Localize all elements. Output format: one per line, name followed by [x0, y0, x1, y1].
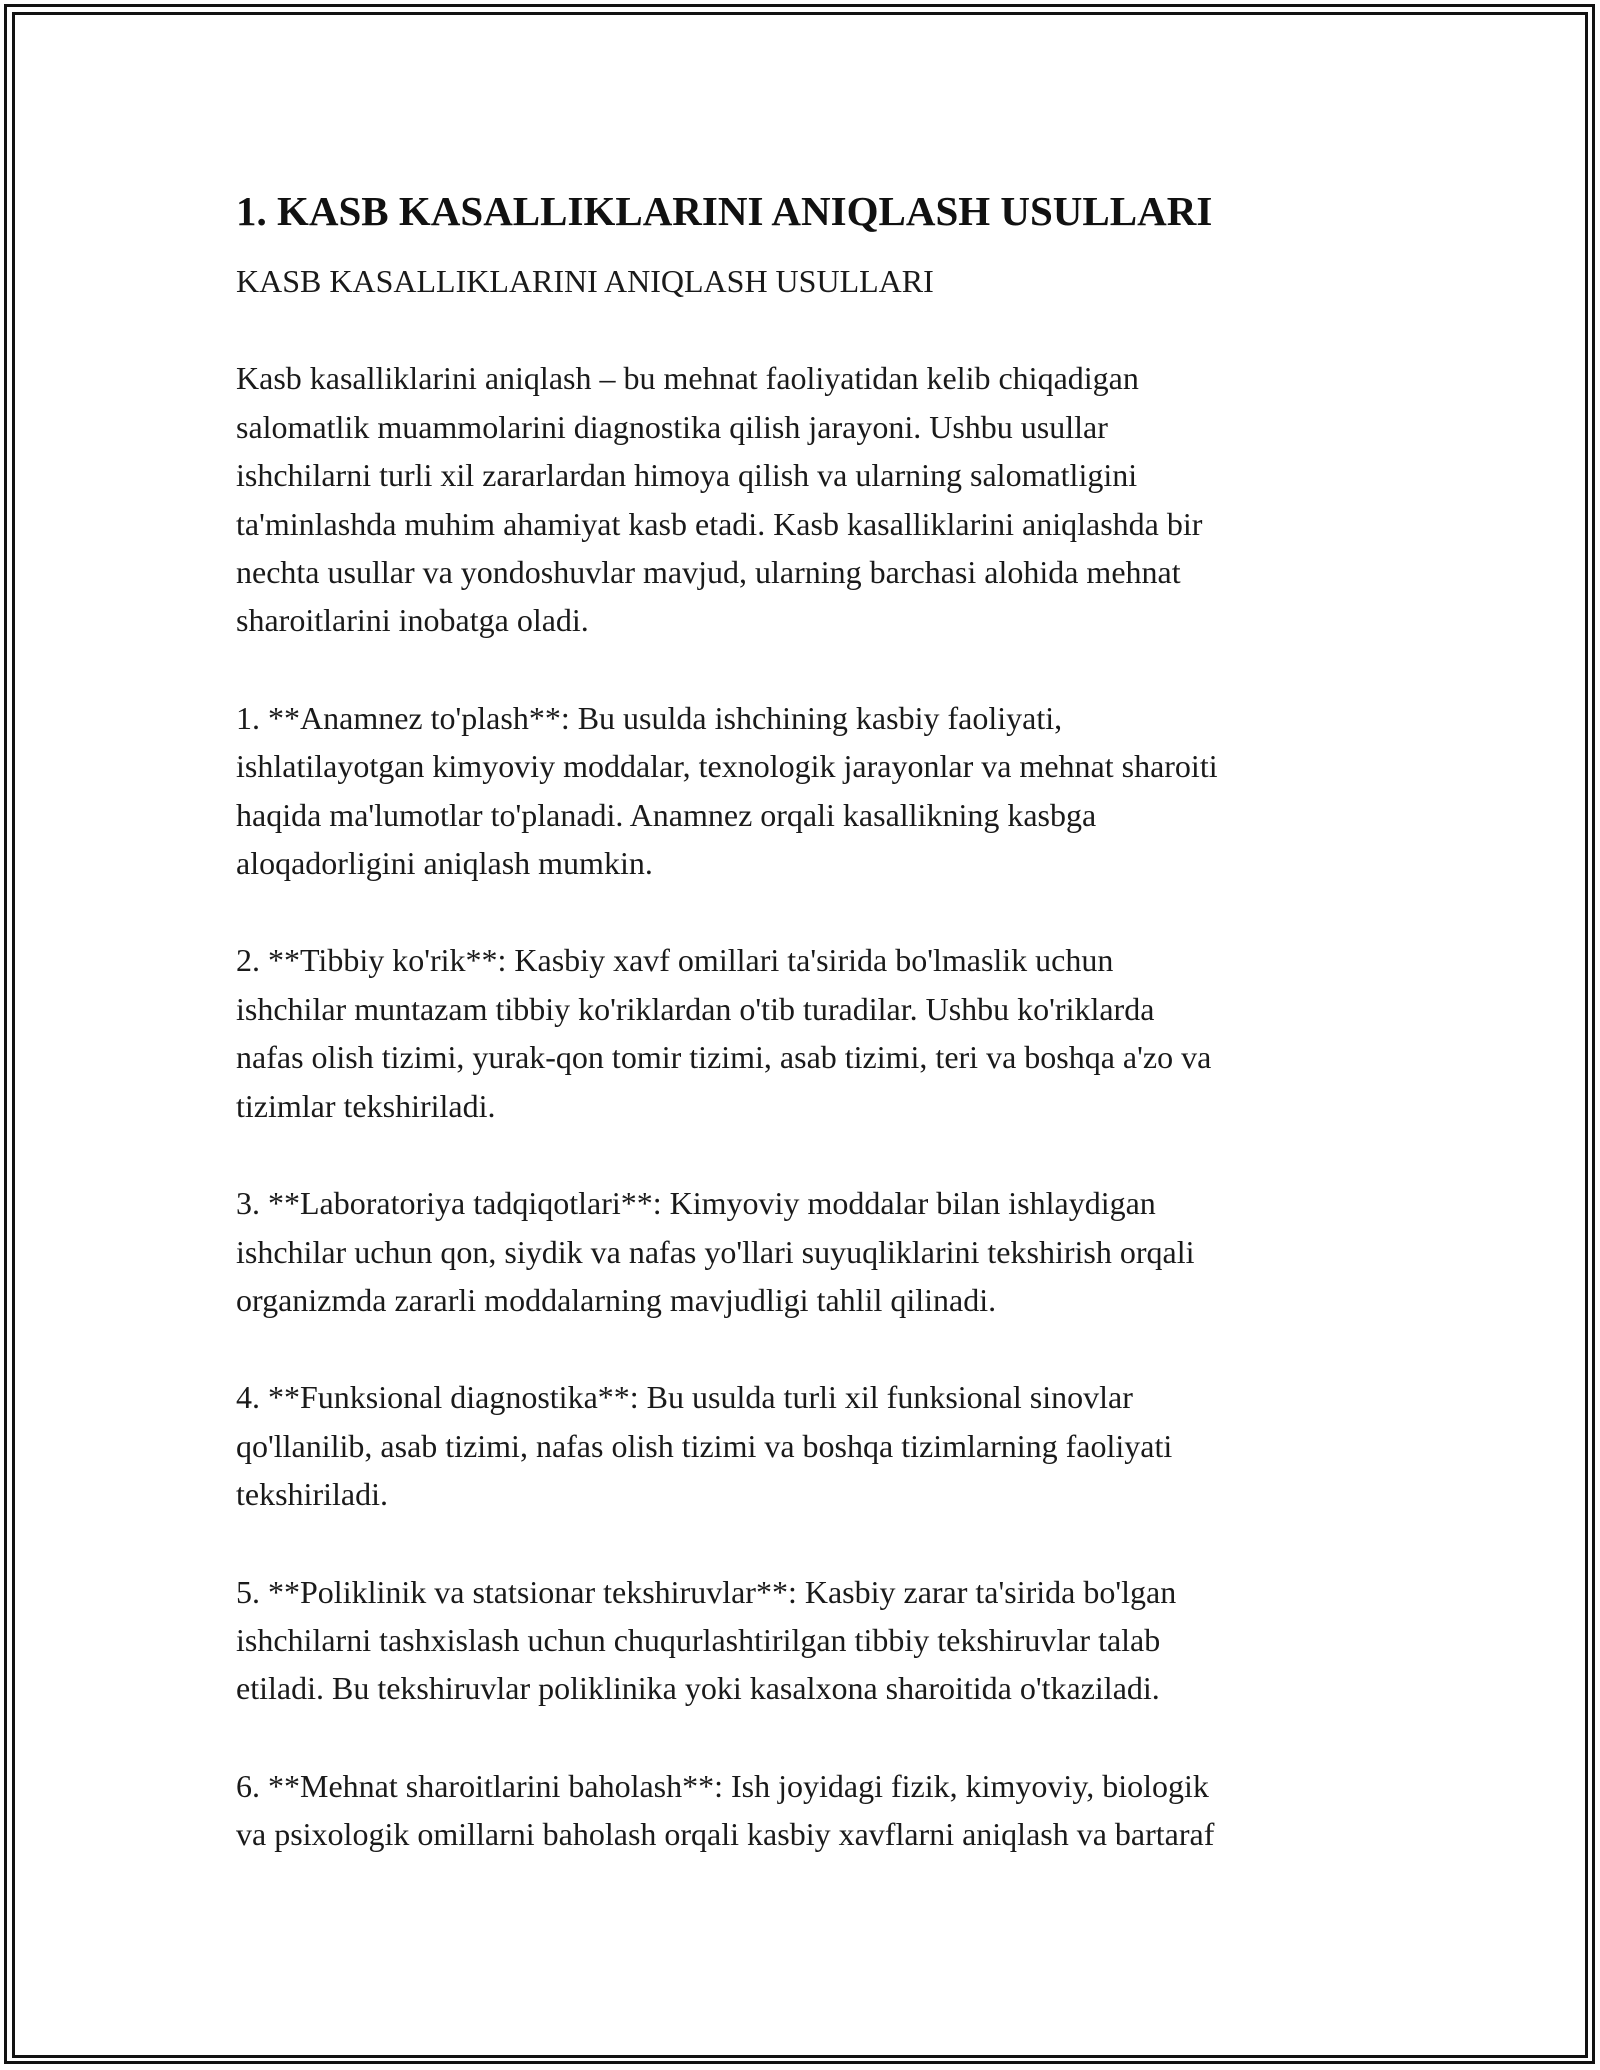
text-line: nechta usullar va yondoshuvlar mavjud, ularning barchasi alohida mehnat [236, 554, 1181, 591]
text-line: tekshiriladi. [236, 1476, 388, 1513]
text-line: 2. **Tibbiy ko'rik**: Kasbiy xavf omillari ta'sirida bo'lmaslik uchun [236, 942, 1114, 979]
text-line: 4. **Funksional diagnostika**: Bu usulda turli xil funksional sinovlar [236, 1379, 1133, 1416]
text-line: ishchilarni turli xil zararlardan himoya qilish va ularning salomatligini [236, 457, 1138, 494]
document-page [236, 186, 1386, 1908]
text-line: tizimlar tekshiriladi. [236, 1087, 496, 1124]
document-body [236, 354, 1386, 1858]
text-line: 1. **Anamnez to'plash**: Bu usulda ishchining kasbiy faoliyati, [236, 699, 1063, 736]
method-paragraph-poliklinik [236, 1568, 1386, 1713]
text-line: salomatlik muammolarini diagnostika qilish jarayoni. Ushbu usullar [236, 408, 1108, 445]
text-line: ishlatilayotgan kimyoviy moddalar, texnologik jarayonlar va mehnat sharoiti [236, 748, 1218, 785]
text-line: qo'llanilib, asab tizimi, nafas olish tizimi va boshqa tizimlarning faoliyati [236, 1427, 1173, 1464]
text-line: nafas olish tizimi, yurak-qon tomir tizimi, asab tizimi, teri va boshqa a'zo va [236, 1039, 1212, 1076]
document-title: 1. KASB KASALLIKLARINI ANIQLASH USULLARI [236, 188, 1213, 234]
text-line: ishchilar muntazam tibbiy ko'riklardan o'tib turadilar. Ushbu ko'riklarda [236, 990, 1155, 1027]
text-line: 6. **Mehnat sharoitlarini baholash**: Ish joyidagi fizik, kimyoviy, biologik [236, 1767, 1209, 1804]
text-line: ta'minlashda muhim ahamiyat kasb etadi. Kasb kasalliklarini aniqlashda bir [236, 505, 1203, 542]
text-line: va psixologik omillarni baholash orqali kasbiy xavflarni aniqlash va bartaraf [236, 1816, 1215, 1853]
method-paragraph-tibbiy-korik [236, 936, 1386, 1130]
text-line: aloqadorligini aniqlash mumkin. [236, 845, 653, 882]
method-paragraph-mehnat-sharoitlari [236, 1762, 1386, 1859]
text-line: sharoitlarini inobatga oladi. [236, 602, 589, 639]
text-line: haqida ma'lumotlar to'planadi. Anamnez orqali kasallikning kasbga [236, 796, 1097, 833]
method-paragraph-anamnez [236, 694, 1386, 888]
intro-paragraph [236, 354, 1386, 644]
document-subtitle: KASB KASALLIKLARINI ANIQLASH USULLARI [236, 263, 934, 299]
text-line: organizmda zararli moddalarning mavjudligi tahlil qilinadi. [236, 1281, 997, 1318]
method-paragraph-funksional [236, 1373, 1386, 1518]
text-line: 5. **Poliklinik va statsionar tekshiruvlar**: Kasbiy zarar ta'sirida bo'lgan [236, 1573, 1177, 1610]
method-paragraph-laboratoriya [236, 1179, 1386, 1324]
text-line: ishchilar uchun qon, siydik va nafas yo'llari suyuqliklarini tekshirish orqali [236, 1233, 1195, 1270]
text-line: Kasb kasalliklarini aniqlash – bu mehnat faoliyatidan kelib chiqadigan [236, 360, 1139, 397]
text-line: etiladi. Bu tekshiruvlar poliklinika yoki kasalxona sharoitida o'tkaziladi. [236, 1670, 1160, 1707]
text-line: ishchilarni tashxislash uchun chuqurlashtirilgan tibbiy tekshiruvlar talab [236, 1621, 1161, 1658]
text-line: 3. **Laboratoriya tadqiqotlari**: Kimyoviy moddalar bilan ishlaydigan [236, 1185, 1156, 1222]
